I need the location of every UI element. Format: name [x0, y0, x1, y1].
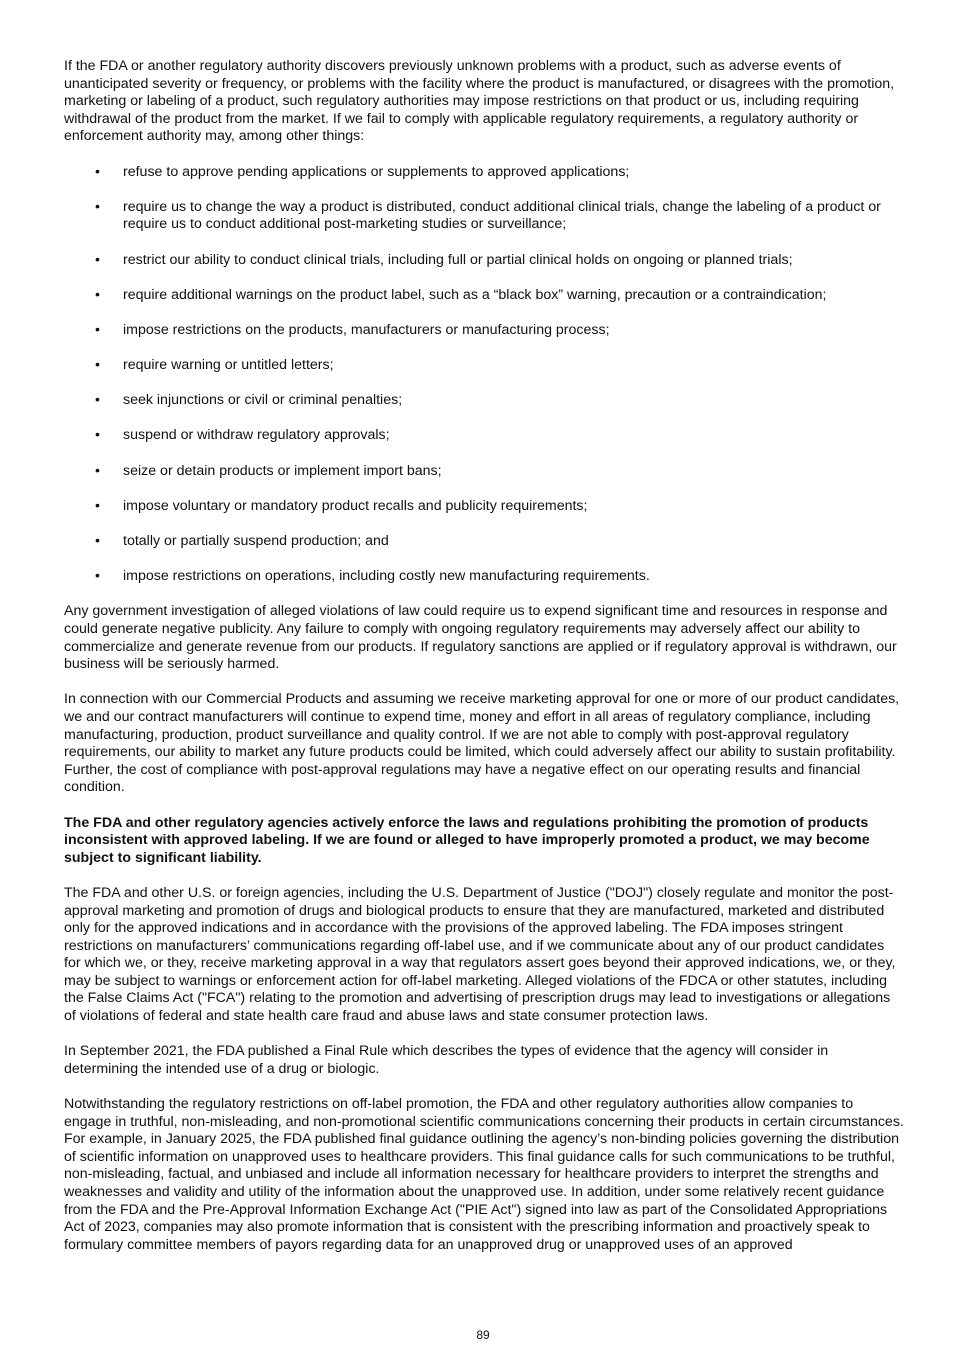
- bullet-icon: •: [95, 321, 100, 338]
- page-number: 89: [476, 1328, 490, 1342]
- list-item-text: restrict our ability to conduct clinical trials, including full or partial clinical holds on ongoing or planned trials;: [123, 251, 793, 268]
- list-item: [64, 392, 904, 410]
- list-item: [64, 199, 904, 234]
- list-item: [64, 463, 904, 481]
- list-item: [64, 357, 904, 375]
- list-item: [64, 322, 904, 340]
- enforcement-actions-list: [64, 164, 904, 586]
- list-item: [64, 427, 904, 445]
- bullet-icon: •: [95, 392, 100, 409]
- list-item-text: refuse to approve pending applications or supplements to approved applications;: [123, 163, 630, 180]
- list-item-text: impose voluntary or mandatory product recalls and publicity requirements;: [123, 497, 588, 514]
- list-item: [64, 498, 904, 516]
- list-item: [64, 252, 904, 270]
- bullet-icon: •: [95, 533, 100, 550]
- list-item-text: require warning or untitled letters;: [123, 357, 334, 374]
- bullet-icon: •: [95, 198, 100, 215]
- list-item: [64, 287, 904, 305]
- list-item-text: require us to change the way a product is distributed, conduct additional clinical trials, change the labeling of a product or require us to conduct additional post-marketing studies or surveillance;: [123, 198, 881, 233]
- final-rule-paragraph: In September 2021, the FDA published a Final Rule which describes the types of evidence that the agency will consider in determining the intended use of a drug or biologic.: [64, 1043, 829, 1077]
- risk-factor-heading: The FDA and other regulatory agencies actively enforce the laws and regulations prohibiting the promotion of products inconsistent with approved labeling. If we are found or alleged to have improperly promoted a product, we may become subject to significant liability.: [64, 814, 870, 866]
- bullet-icon: •: [95, 497, 100, 514]
- doj-paragraph: The FDA and other U.S. or foreign agencies, including the U.S. Department of Justice ("DOJ") closely regulate and monitor the post-approval marketing and promotion of drugs and biological products to ensure that they are manufactured, marketed and distributed only for the approved indications and in accordance with the provisions of the approved labeling. The FDA imposes stringent restrictions on manufacturers’ communications regarding off-label use, and if we communicate about any of our product candidates for which we, or they, receive marketing approval in a way that regulators assert goes beyond their approved indications, we, or they, may be subject to warnings or enforcement action for off-label marketing. Alleged violations of the FDCA or other statutes, including the False Claims Act ("FCA") relating to the promotion and advertising of prescription drugs may lead to investigations or allegations of violations of federal and state health care fraud and abuse laws and state consumer protection laws.: [64, 884, 896, 1025]
- bullet-icon: •: [95, 357, 100, 374]
- bullet-icon: •: [95, 568, 100, 585]
- list-item: [64, 568, 904, 586]
- investigation-paragraph: Any government investigation of alleged violations of law could require us to expend significant time and resources in response and could generate negative publicity. Any failure to comply with ongoing regulatory requirements may adversely affect our ability to commercialize and generate revenue from our products. If regulatory sanctions are applied or if regulatory approval is withdrawn, our business will be seriously harmed.: [64, 603, 897, 673]
- list-item: [64, 533, 904, 551]
- list-item-text: require additional warnings on the product label, such as a “black box” warning, precaution or a contraindication;: [123, 286, 827, 303]
- bullet-icon: •: [95, 286, 100, 303]
- list-item-text: totally or partially suspend production; and: [123, 533, 389, 550]
- intro-paragraph: If the FDA or another regulatory authority discovers previously unknown problems with a product, such as adverse events of unanticipated severity or frequency, or problems with the facility where the product is manufactured, or disagrees with the promotion, marketing or labeling of a product, such regulatory authorities may impose restrictions on that product or us, including requiring withdrawal of the product from the market. If we fail to comply with applicable regulatory requirements, a regulatory authority or enforcement authority may, among other things:: [64, 58, 895, 145]
- bullet-icon: •: [95, 462, 100, 479]
- list-item: [64, 164, 904, 182]
- commercial-products-paragraph: In connection with our Commercial Products and assuming we receive marketing approval for one or more of our product candidates, we and our contract manufacturers will continue to expend time, money and effort in all areas of regulatory compliance, including manufacturing, production, product surveillance and quality control. If we are not able to comply with post-approval regulatory requirements, our ability to market any future products could be limited, which could adversely affect our ability to sustain profitability. Further, the cost of compliance with post-approval regulations may have a negative effect on our operating results and financial condition.: [64, 691, 900, 796]
- off-label-paragraph: Notwithstanding the regulatory restrictions on off-label promotion, the FDA and other regulatory authorities allow companies to engage in truthful, non-misleading, and non-promotional scientific communications concerning their products in certain circumstances. For example, in January 2025, the FDA published final guidance outlining the agency’s non-binding policies governing the distribution of scientific information on unapproved uses to healthcare providers. This final guidance calls for such communications to be truthful, non-misleading, factual, and unbiased and include all information necessary for healthcare providers to interpret the strengths and weaknesses and validity and utility of the information about the unapproved use. In addition, under some relatively recent guidance from the FDA and the Pre-Approval Information Exchange Act ("PIE Act") signed into law as part of the Consolidated Appropriations Act of 2023, companies may also promote information that is consistent with the prescribing information and proactively speak to formulary committee members of payors regarding data for an unapproved drug or unapproved uses of an approved: [64, 1096, 904, 1253]
- bullet-icon: •: [95, 251, 100, 268]
- list-item-text: suspend or withdraw regulatory approvals;: [123, 427, 390, 444]
- document-body: [64, 58, 904, 1272]
- bullet-icon: •: [95, 163, 100, 180]
- list-item-text: impose restrictions on operations, including costly new manufacturing requirements.: [123, 568, 650, 585]
- list-item-text: seek injunctions or civil or criminal penalties;: [123, 392, 403, 409]
- list-item-text: seize or detain products or implement import bans;: [123, 462, 442, 479]
- list-item-text: impose restrictions on the products, manufacturers or manufacturing process;: [123, 321, 610, 338]
- bullet-icon: •: [95, 427, 100, 444]
